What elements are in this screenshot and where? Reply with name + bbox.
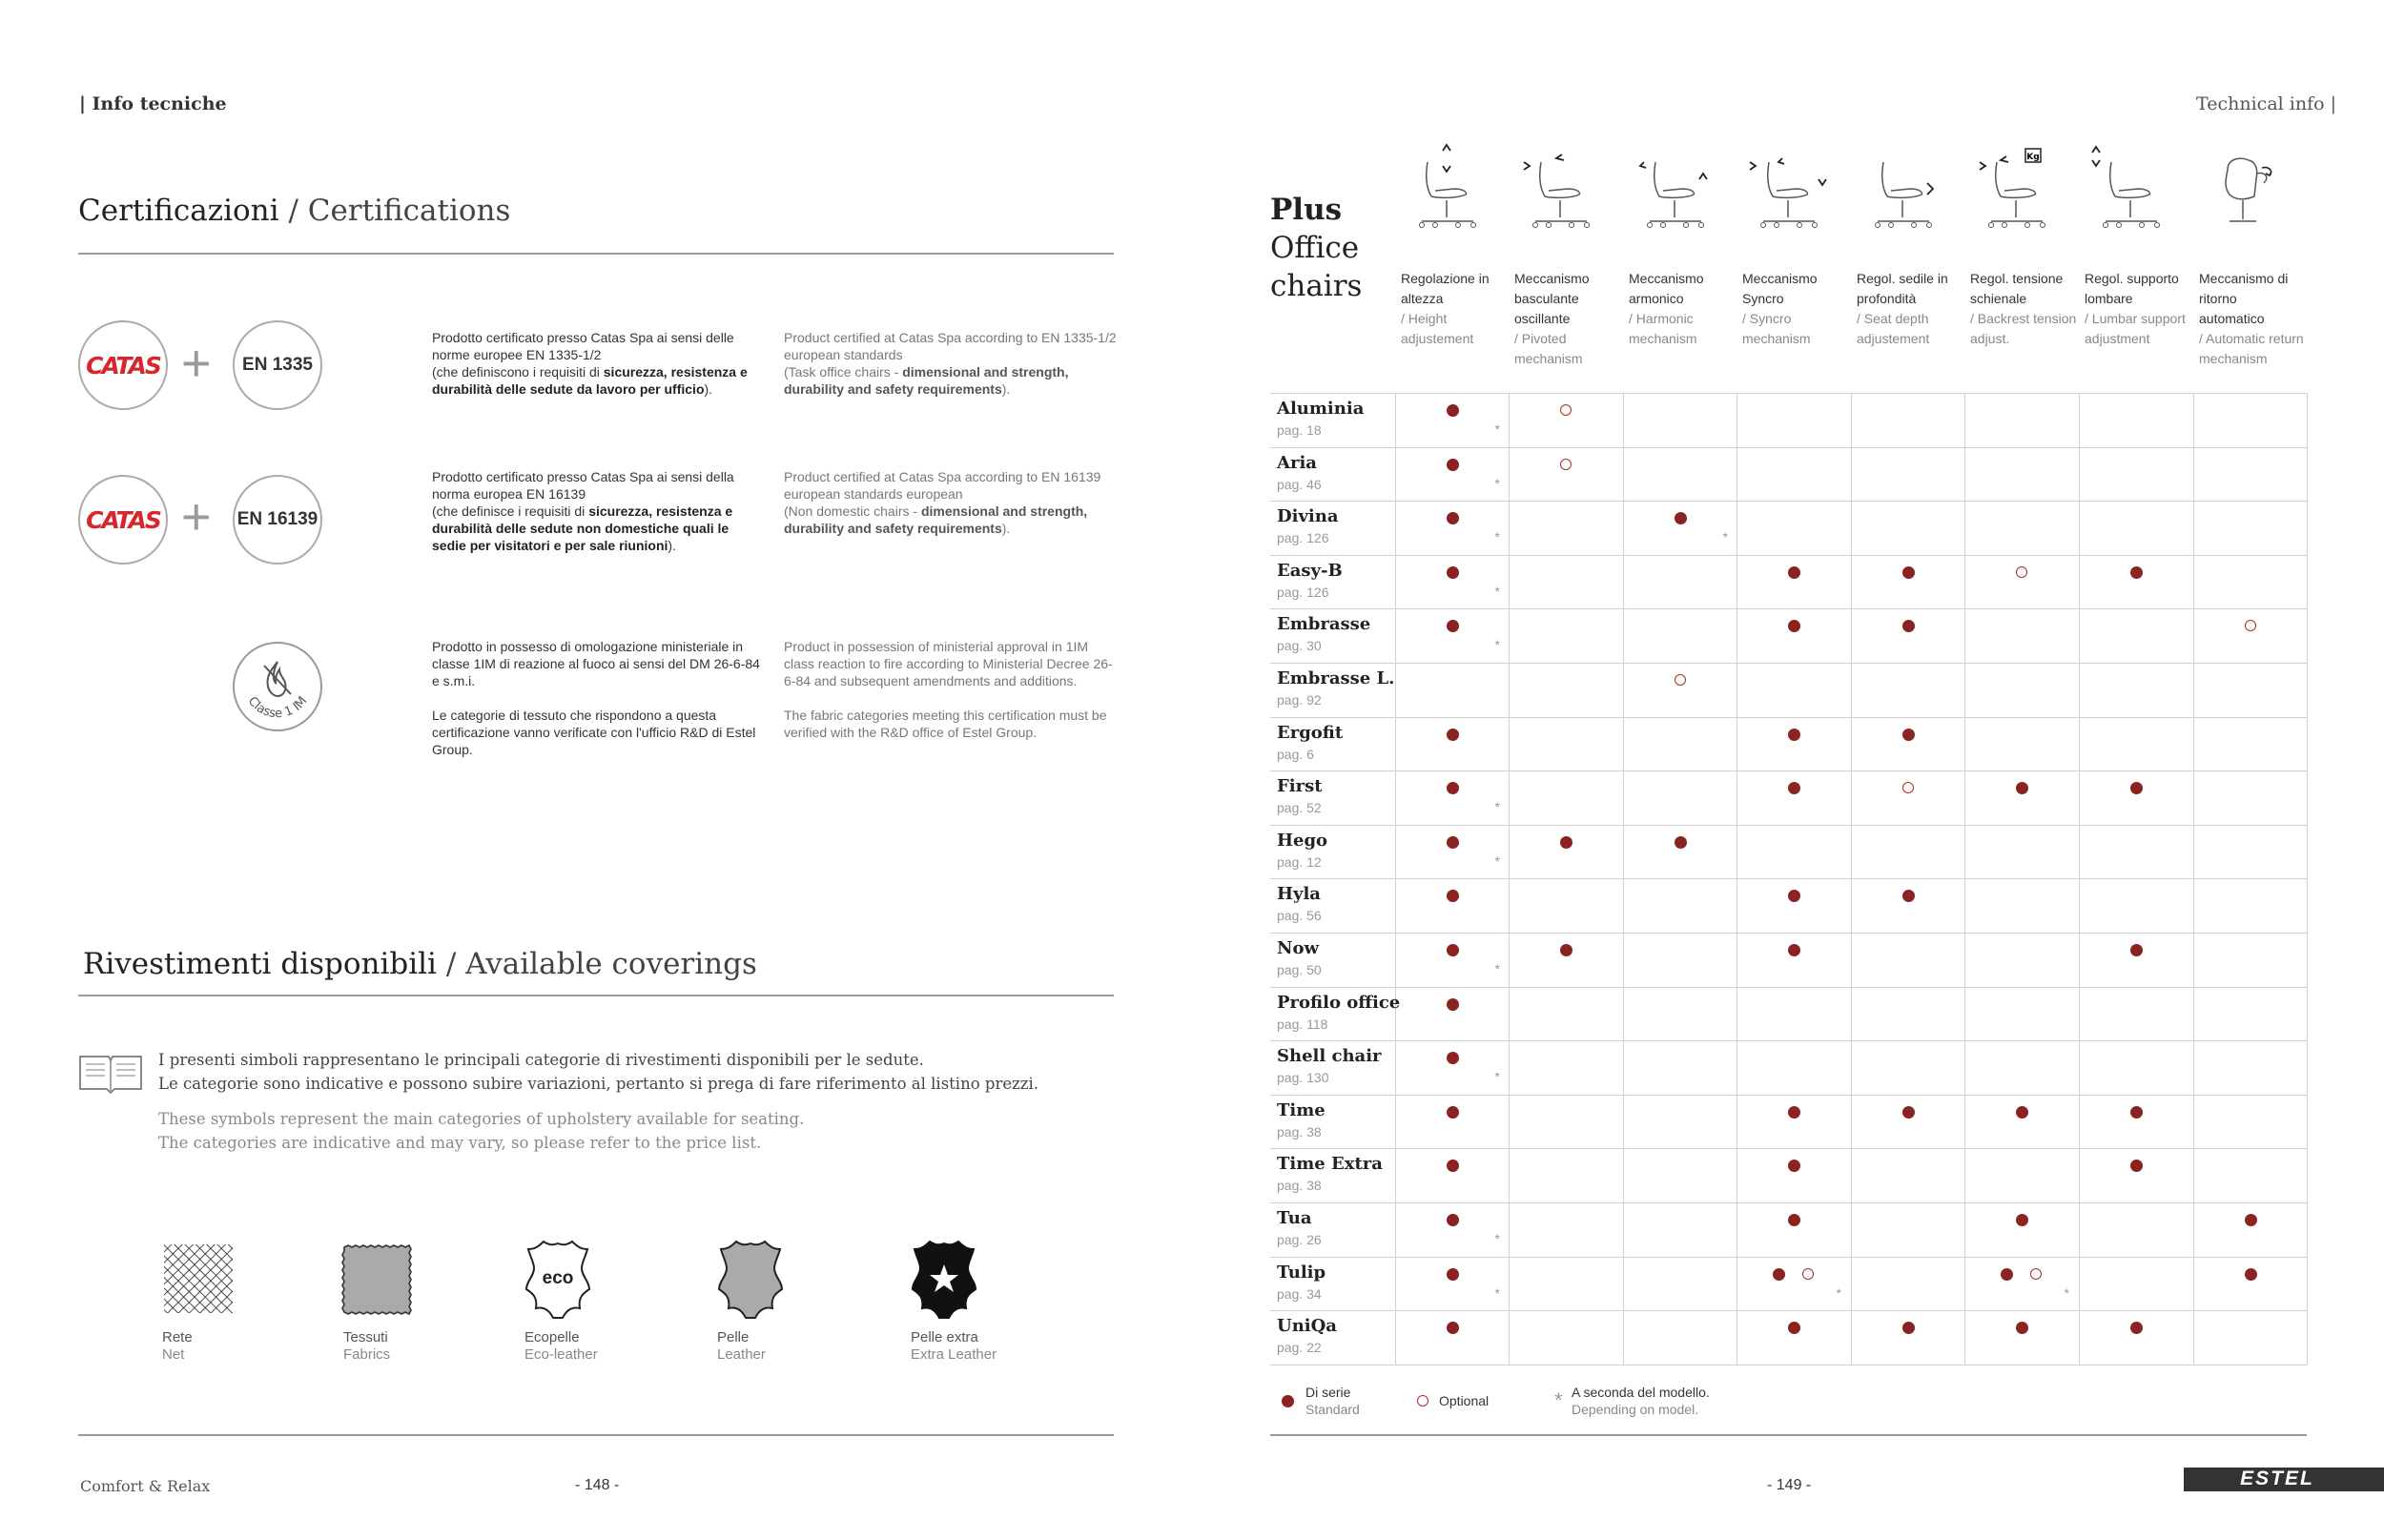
standard-dot xyxy=(2001,1268,2013,1281)
estel-logo: ESTEL xyxy=(2240,1468,2314,1489)
table-column-divider xyxy=(2307,393,2308,1365)
standard-dot xyxy=(1902,566,1915,579)
standard-dot xyxy=(1447,729,1459,741)
standard-dot xyxy=(1560,944,1572,956)
column-header xyxy=(1401,269,1508,349)
model-dependent-star: * xyxy=(1836,1284,1841,1301)
table-title xyxy=(1270,191,1362,305)
page-number-right: - 149 - xyxy=(1767,1477,1812,1493)
optional-ring xyxy=(2030,1268,2042,1280)
coverings-title-it: Rivestimenti disponibili xyxy=(83,947,437,981)
table-row-divider xyxy=(1270,1148,2307,1149)
fire-it-2: Le categorie di tessuto che rispondono a questa certificazione vanno verificate con l'ufficio R&D di Estel Group. xyxy=(432,708,756,757)
cert-2-en-bold: dimensional and strength, durability and safety requirements xyxy=(784,503,1088,536)
certifications-title xyxy=(78,194,510,228)
cert-1-en-bold: dimensional and strength, durability and safety requirements xyxy=(784,364,1069,397)
model-dependent-star: * xyxy=(1494,961,1500,976)
model-dependent-star: * xyxy=(1494,583,1500,599)
product-page: pag. 46 xyxy=(1277,476,1322,492)
model-dependent-star: * xyxy=(1494,421,1500,437)
covering-net xyxy=(162,1329,353,1364)
eco-leather-icon xyxy=(524,1240,591,1320)
column-header-it: Regol. tensione schienale xyxy=(1970,271,2064,306)
standard-dot xyxy=(1447,998,1459,1011)
footer-brand-left: Comfort & Relax xyxy=(80,1477,211,1495)
catas-logo-text: CATAS xyxy=(86,351,160,380)
product-page: pag. 126 xyxy=(1277,530,1329,546)
column-header xyxy=(1514,269,1621,369)
footer-rule-right xyxy=(1270,1434,2307,1436)
table-row-divider xyxy=(1270,933,2307,934)
table-row-divider xyxy=(1270,1257,2307,1258)
product-page: pag. 34 xyxy=(1277,1285,1322,1302)
cert-2-it-bold: sicurezza, resistenza e durabilità delle sedute non domestiche quali le sedie per visitatori e per sale riunioni xyxy=(432,503,733,553)
standard-dot xyxy=(2130,782,2143,794)
chair-icon xyxy=(1633,141,1718,241)
optional-ring xyxy=(1675,674,1686,686)
standard-dot xyxy=(1447,836,1459,849)
column-header-en: / Pivoted mechanism xyxy=(1514,331,1583,366)
model-dependent-star: * xyxy=(1494,1284,1500,1301)
column-header-it: Meccanismo Syncro xyxy=(1742,271,1818,306)
legend-standard xyxy=(1305,1384,1360,1418)
table-row-divider xyxy=(1270,878,2307,879)
table-row-divider xyxy=(1270,663,2307,664)
footer-rule-left xyxy=(78,1434,1114,1436)
model-dependent-star: * xyxy=(1722,529,1728,545)
cert-1-en-intro: (Task office chairs - xyxy=(784,364,903,380)
table-row-divider xyxy=(1270,447,2307,448)
product-name: Ergofit xyxy=(1277,722,1344,743)
model-dependent-star: * xyxy=(1494,1231,1500,1246)
legend-standard-it: Di serie xyxy=(1305,1385,1351,1400)
fire-class-label: Classe 1 IM xyxy=(244,693,311,722)
standard-dot xyxy=(2130,1160,2143,1172)
certifications-title-en: / Certifications xyxy=(288,194,511,228)
standard-dot xyxy=(1788,944,1800,956)
leather-icon xyxy=(717,1240,784,1324)
column-header-it: Meccanismo basculante oscillante xyxy=(1514,271,1590,326)
fire-it-1: Prodotto in possesso di omologazione ministeriale in classe 1IM di reazione al fuoco ai sensi del DM 26-6-84 e s.m.i. xyxy=(432,639,760,688)
cert-1-it-line: Prodotto certificato presso Catas Spa ai sensi delle norme europee EN 1335-1/2 xyxy=(432,330,734,362)
covering-eco-sub: Eco-leather xyxy=(524,1346,598,1363)
column-header-en: / Seat depth adjustement xyxy=(1857,311,1930,346)
column-header xyxy=(1742,269,1849,349)
coverings-intro-it xyxy=(158,1048,1038,1096)
product-page: pag. 18 xyxy=(1277,422,1322,438)
fire-text-en xyxy=(784,638,1118,741)
table-row-divider xyxy=(1270,501,2307,502)
estel-logo-bar xyxy=(2184,1468,2384,1491)
standard-dot xyxy=(1447,1052,1459,1064)
product-name: Divina xyxy=(1277,506,1339,527)
product-name: Tua xyxy=(1277,1208,1312,1228)
covering-net-label: Rete xyxy=(162,1329,193,1345)
table-row-divider xyxy=(1270,1202,2307,1203)
product-page: pag. 56 xyxy=(1277,908,1322,924)
standard-dot xyxy=(2130,944,2143,956)
en-1335-badge xyxy=(233,320,322,410)
table-row-divider xyxy=(1270,987,2307,988)
table-title-bold: Plus xyxy=(1270,193,1343,227)
product-name: First xyxy=(1277,776,1323,797)
table-row-divider xyxy=(1270,393,2307,394)
catas-logo-text: CATAS xyxy=(86,505,160,534)
fire-text-it xyxy=(432,638,766,758)
covering-leather xyxy=(717,1329,908,1364)
optional-ring xyxy=(1902,782,1914,793)
cert-2-en-line: Product certified at Catas Spa according to EN 16139 european standards european xyxy=(784,469,1101,502)
plus-icon: + xyxy=(181,335,212,392)
standard-dot xyxy=(1788,1106,1800,1119)
net-icon xyxy=(162,1242,235,1320)
product-name: Time xyxy=(1277,1099,1326,1120)
table-row-divider xyxy=(1270,825,2307,826)
certifications-title-it: Certificazioni xyxy=(78,194,279,228)
plus-icon: + xyxy=(181,488,212,545)
table-row-divider xyxy=(1270,770,2307,771)
product-page: pag. 38 xyxy=(1277,1123,1322,1140)
product-name: Hyla xyxy=(1277,884,1321,905)
optional-ring xyxy=(2245,620,2256,631)
standard-dot xyxy=(1788,782,1800,794)
cert-2-it-line: Prodotto certificato presso Catas Spa ai sensi della norma europea EN 16139 xyxy=(432,469,734,502)
chair-icon xyxy=(1746,141,1832,241)
cert-1-en-end: ). xyxy=(1001,381,1011,397)
chair-icon xyxy=(1518,141,1604,241)
column-header-en: / Backrest tension adjust. xyxy=(1970,311,2077,346)
model-dependent-star: * xyxy=(1494,1069,1500,1085)
product-name: Aria xyxy=(1277,452,1317,473)
product-page: pag. 52 xyxy=(1277,800,1322,816)
product-page: pag. 30 xyxy=(1277,638,1322,654)
standard-dot xyxy=(1902,890,1915,902)
legend-optional: Optional xyxy=(1439,1393,1490,1408)
covering-fabric-label: Tessuti xyxy=(343,1329,388,1345)
product-page: pag. 6 xyxy=(1277,746,1314,762)
fire-en-1: Product in possession of ministerial approval in 1IM class reaction to fire according to Ministerial Decree 26-6-84 and subsequent amendments and additions. xyxy=(784,639,1113,688)
standard-dot xyxy=(2016,1322,2028,1334)
eco-icon-text: eco xyxy=(542,1268,574,1288)
standard-dot xyxy=(1447,566,1459,579)
product-page: pag. 92 xyxy=(1277,692,1322,708)
column-header xyxy=(2199,269,2306,369)
legend-standard-dot xyxy=(1282,1395,1294,1407)
standard-dot xyxy=(2130,1322,2143,1334)
legend-model-en: Depending on model. xyxy=(1572,1402,1699,1417)
standard-dot xyxy=(1447,1214,1459,1226)
covering-fabric-sub: Fabrics xyxy=(343,1346,391,1363)
standard-dot xyxy=(1902,729,1915,741)
standard-dot xyxy=(1902,620,1915,632)
standard-dot xyxy=(1447,890,1459,902)
covering-leather-sub: Leather xyxy=(717,1346,766,1363)
cert-1-it-bold: sicurezza, resistenza e durabilità delle sedute da lavoro per ufficio xyxy=(432,364,748,397)
coverings-title-en: / Available coverings xyxy=(445,947,757,981)
covering-extra-leather xyxy=(911,1329,1101,1364)
standard-dot xyxy=(2016,1214,2028,1226)
product-name: Now xyxy=(1277,938,1319,958)
table-title-line-1: Office xyxy=(1270,231,1360,265)
en-1335-label: EN 1335 xyxy=(242,355,313,375)
standard-dot xyxy=(1675,836,1687,849)
legend-standard-en: Standard xyxy=(1305,1402,1360,1417)
table-row-divider xyxy=(1270,1310,2307,1311)
product-page: pag. 12 xyxy=(1277,853,1322,870)
coverings-rule xyxy=(78,995,1114,996)
standard-dot xyxy=(1447,620,1459,632)
column-header-en: / Harmonic mechanism xyxy=(1629,311,1697,346)
column-header xyxy=(1857,269,1963,349)
standard-dot xyxy=(1560,836,1572,849)
product-name: Profilo office xyxy=(1277,992,1401,1013)
covering-fabric xyxy=(343,1329,534,1364)
standard-dot xyxy=(2130,1106,2143,1119)
page-header-right: Technical info | xyxy=(2196,93,2336,114)
product-name: Shell chair xyxy=(1277,1046,1382,1067)
product-page: pag. 118 xyxy=(1277,1016,1328,1032)
cert-1-it-end: ). xyxy=(704,381,713,397)
standard-dot xyxy=(1788,1160,1800,1172)
standard-dot xyxy=(1447,1322,1459,1334)
legend-model-it: A seconda del modello. xyxy=(1572,1385,1710,1400)
cert-1-text-en xyxy=(784,329,1118,398)
product-name: Embrasse L. xyxy=(1277,668,1395,688)
svg-text:Kg: Kg xyxy=(2026,153,2040,162)
legend-optional-ring xyxy=(1417,1395,1428,1407)
standard-dot xyxy=(1447,782,1459,794)
standard-dot xyxy=(1902,1322,1915,1334)
table-row-divider xyxy=(1270,608,2307,609)
optional-ring xyxy=(1560,459,1572,470)
standard-dot xyxy=(1447,404,1459,417)
chair-icon xyxy=(2088,141,2174,241)
en-16139-label: EN 16139 xyxy=(236,509,319,529)
coverings-title xyxy=(83,947,757,981)
standard-dot xyxy=(1447,1268,1459,1281)
model-dependent-star: * xyxy=(1494,852,1500,869)
cert-2-en-end: ). xyxy=(1001,521,1011,536)
intro-en-1: These symbols represent the main categories of upholstery available for seating. xyxy=(158,1110,805,1128)
chair-icon xyxy=(2203,141,2289,241)
intro-it-2: Le categorie sono indicative e possono subire variazioni, pertanto si prega di fare riferimento al listino prezzi. xyxy=(158,1075,1039,1093)
model-dependent-star: * xyxy=(1494,529,1500,545)
model-dependent-star: * xyxy=(2064,1284,2069,1301)
product-page: pag. 38 xyxy=(1277,1178,1322,1194)
cert-1-text-it xyxy=(432,329,766,398)
table-row-divider xyxy=(1270,1095,2307,1096)
standard-dot xyxy=(1773,1268,1785,1281)
legend-star-icon: * xyxy=(1554,1388,1563,1412)
optional-ring xyxy=(2016,566,2027,578)
column-header-en: / Lumbar support adjustment xyxy=(2085,311,2186,346)
product-page: pag. 126 xyxy=(1277,584,1329,600)
product-page: pag. 130 xyxy=(1277,1070,1329,1086)
column-header-it: Regol. supporto lombare xyxy=(2085,271,2179,306)
column-header-en: / Automatic return mechanism xyxy=(2199,331,2304,366)
cert-2-text-en xyxy=(784,468,1118,537)
standard-dot xyxy=(1788,566,1800,579)
column-header xyxy=(2085,269,2191,349)
product-page: pag. 50 xyxy=(1277,962,1322,977)
fire-en-2: The fabric categories meeting this certification must be verified with the R&D office of Estel Group. xyxy=(784,708,1107,740)
cert-2-text-it xyxy=(432,468,766,554)
product-page: pag. 26 xyxy=(1277,1232,1322,1247)
standard-dot xyxy=(1675,512,1687,524)
standard-dot xyxy=(1788,1214,1800,1226)
column-header-en: / Syncro mechanism xyxy=(1742,311,1811,346)
standard-dot xyxy=(1788,890,1800,902)
standard-dot xyxy=(2245,1268,2257,1281)
model-dependent-star: * xyxy=(1494,799,1500,815)
table-title-line-2: chairs xyxy=(1270,269,1363,303)
cert-2-it-intro: (che definisce i requisiti di xyxy=(432,503,589,519)
extra-leather-icon xyxy=(911,1240,977,1324)
column-header-en: / Height adjustement xyxy=(1401,311,1474,346)
table-row-divider xyxy=(1270,555,2307,556)
standard-dot xyxy=(2016,782,2028,794)
coverings-intro-en xyxy=(158,1107,804,1155)
fabric-icon xyxy=(340,1243,413,1321)
chair-icon xyxy=(1860,141,1946,241)
fire-class-badge xyxy=(232,641,323,732)
standard-dot xyxy=(2245,1214,2257,1226)
standard-dot xyxy=(1447,459,1459,471)
cert-1-it-intro: (che definiscono i requisiti di xyxy=(432,364,604,380)
column-header-it: Regolazione in altezza xyxy=(1401,271,1490,306)
model-dependent-star: * xyxy=(1494,637,1500,653)
cert-2-it-end: ). xyxy=(668,538,676,553)
standard-dot xyxy=(1447,1106,1459,1119)
table-row-divider xyxy=(1270,1040,2307,1041)
covering-extra-label: Pelle extra xyxy=(911,1329,978,1345)
cert-1-en-line: Product certified at Catas Spa according to EN 1335-1/2 european standards xyxy=(784,330,1117,362)
cert-2-en-intro: (Non domestic chairs - xyxy=(784,503,921,519)
standard-dot xyxy=(1788,620,1800,632)
product-name: Embrasse xyxy=(1277,614,1371,635)
catas-logo xyxy=(78,320,168,410)
en-16139-badge xyxy=(233,475,322,565)
model-dependent-star: * xyxy=(1494,475,1500,491)
standard-dot xyxy=(2130,566,2143,579)
legend-model xyxy=(1572,1384,1710,1418)
standard-dot xyxy=(1447,944,1459,956)
standard-dot xyxy=(1788,729,1800,741)
covering-extra-sub: Extra Leather xyxy=(911,1346,997,1363)
intro-it-1: I presenti simboli rappresentano le principali categorie di rivestimenti disponibili per le sedute. xyxy=(158,1051,924,1069)
optional-ring xyxy=(1802,1268,1814,1280)
covering-leather-label: Pelle xyxy=(717,1329,750,1345)
page-number-left: - 148 - xyxy=(575,1477,620,1493)
product-name: Time Extra xyxy=(1277,1154,1383,1175)
covering-net-sub: Net xyxy=(162,1346,185,1363)
book-icon xyxy=(76,1051,145,1103)
product-name: UniQa xyxy=(1277,1316,1337,1337)
standard-dot xyxy=(1447,1160,1459,1172)
intro-en-2: The categories are indicative and may vary, so please refer to the price list. xyxy=(158,1134,762,1152)
product-name: Tulip xyxy=(1277,1262,1326,1283)
table-row-divider xyxy=(1270,717,2307,718)
standard-dot xyxy=(2016,1106,2028,1119)
product-page: pag. 22 xyxy=(1277,1340,1322,1356)
product-name: Hego xyxy=(1277,830,1328,851)
standard-dot xyxy=(1788,1322,1800,1334)
chair-icon xyxy=(1974,141,2060,241)
standard-dot xyxy=(1447,512,1459,524)
fire-icon xyxy=(232,641,323,732)
optional-ring xyxy=(1560,404,1572,416)
product-name: Easy-B xyxy=(1277,560,1343,581)
column-header xyxy=(1629,269,1736,349)
certifications-rule xyxy=(78,253,1114,255)
page-header-left: | Info tecniche xyxy=(79,93,227,114)
column-header-it: Meccanismo armonico xyxy=(1629,271,1704,306)
column-header xyxy=(1970,269,2077,349)
chair-icon xyxy=(1405,141,1490,241)
column-header-it: Regol. sedile in profondità xyxy=(1857,271,1948,306)
product-name: Aluminia xyxy=(1277,399,1365,419)
covering-eco-label: Ecopelle xyxy=(524,1329,580,1345)
covering-eco-leather xyxy=(524,1329,715,1364)
standard-dot xyxy=(1902,1106,1915,1119)
svg-text:Classe 1 IM xyxy=(245,694,311,721)
column-header-it: Meccanismo di ritorno automatico xyxy=(2199,271,2289,326)
catas-logo xyxy=(78,475,168,565)
